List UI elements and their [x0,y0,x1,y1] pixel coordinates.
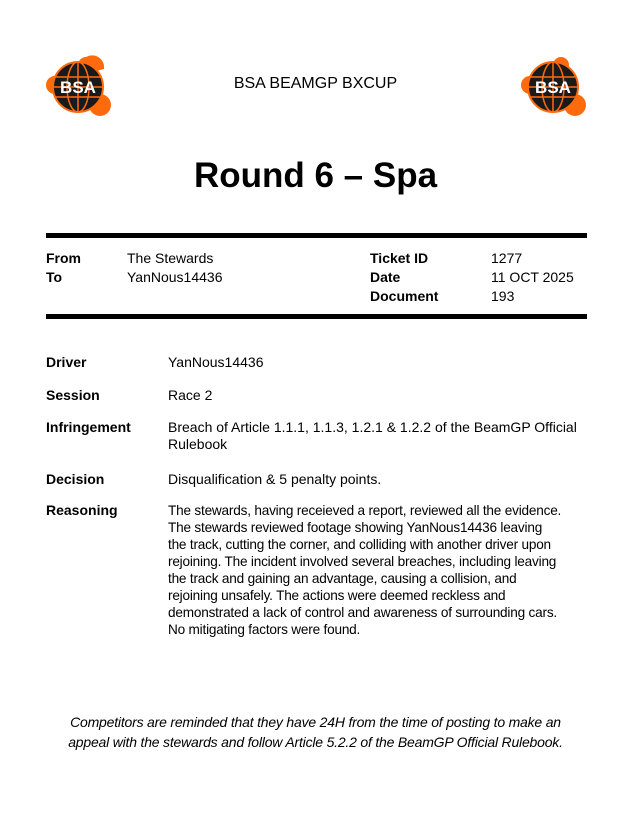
reasoning-value [168,502,561,638]
svg-text:BSA: BSA [60,78,96,97]
document-label: Document [370,288,439,304]
appeal-notice-line: Competitors are reminded that they have 24H from the time of posting to make an [70,714,561,730]
infringement-line: Rulebook [168,436,228,452]
from-label: From [46,250,81,266]
decision-value: Disqualification & 5 penalty points. [168,471,382,487]
reasoning-line: the track, cutting the corner, and colliding with another driver upon [168,537,551,552]
bottom-divider [46,314,587,319]
infringement-line: Breach of Article 1.1.1, 1.1.3, 1.2.1 & 1.2.2 of the BeamGP Official [168,419,577,435]
session-label: Session [46,387,100,403]
from-value: The Stewards [127,250,214,266]
to-value: YanNous14436 [127,269,223,285]
reasoning-line: No mitigating factors were found. [168,622,361,637]
reasoning-line: the track and gaining an advantage, causing a collision, and [168,571,517,586]
top-divider [46,233,587,238]
svg-text:BSA: BSA [535,78,571,97]
reasoning-line: rejoining. The incident involved several breaches, including leaving [168,554,557,569]
reasoning-line: The stewards, having receieved a report, reviewed all the evidence. [168,503,562,518]
driver-value: YanNous14436 [168,354,264,370]
page-title: Round 6 – Spa [193,156,438,195]
org-title: BSA BEAMGP BXCUP [233,75,398,92]
ticket-id-value: 1277 [491,250,523,266]
to-label: To [46,269,63,285]
infringement-value [168,419,577,453]
session-value: Race 2 [168,387,213,403]
appeal-notice [0,712,631,752]
date-value: 11 OCT 2025 [491,269,574,285]
reasoning-line: demonstrated a lack of control and awareness of surrounding cars. [168,605,557,620]
infringement-label: Infringement [46,419,131,435]
decision-label: Decision [46,471,105,487]
document-value: 193 [491,288,515,304]
appeal-notice-line: appeal with the stewards and follow Article 5.2.2 of the BeamGP Official Rulebook. [68,734,563,750]
reasoning-label: Reasoning [46,502,118,518]
ticket-id-label: Ticket ID [370,250,429,266]
driver-label: Driver [46,354,87,370]
reasoning-line: The stewards reviewed footage showing YanNous14436 leaving [168,520,543,535]
date-label: Date [370,269,401,285]
reasoning-line: rejoining unsafely. The actions were deemed reckless and [168,588,506,603]
